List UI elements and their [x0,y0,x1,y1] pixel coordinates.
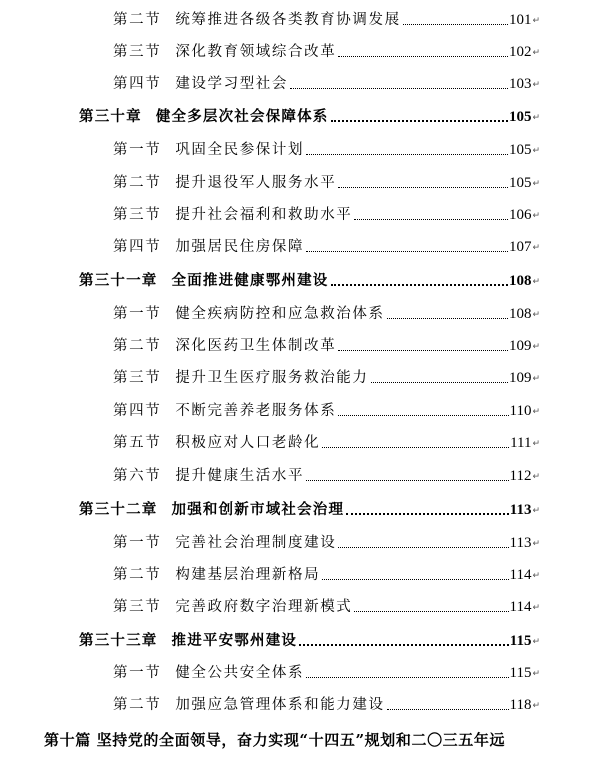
dot-leader [387,709,509,710]
dot-leader [354,219,508,220]
paragraph-mark-icon: ↵ [532,310,540,320]
toc-entry-title: 全面推进健康鄂州建设 [171,272,329,289]
toc-entry-label [113,532,336,554]
toc-entry-title: 提升健康生活水平 [175,468,305,484]
paragraph-mark-icon: ↵ [532,243,540,253]
toc-entry-label [113,400,336,422]
toc-page-number: 109 [508,338,532,354]
paragraph-mark-icon: ↵ [532,701,540,711]
toc-page-number: 112 [509,468,532,484]
toc-entry[interactable] [113,73,540,95]
paragraph-mark-icon: ↵ [532,539,540,549]
toc-entry-number: 第一节 [113,306,162,322]
toc-entry-number: 第二节 [113,175,162,191]
paragraph-mark-icon: ↵ [532,472,540,482]
toc-page-number: 113 [509,535,532,551]
toc-page-number: 115 [509,665,532,681]
toc-entry-label [113,41,336,63]
toc-entry-label [79,106,329,128]
toc-entry-number: 第二节 [113,338,162,354]
toc-entry[interactable] [113,335,540,357]
toc-entry-label [113,236,304,258]
paragraph-mark-icon: ↵ [532,407,540,417]
toc-entry[interactable] [113,9,540,31]
toc-chapter-entry[interactable] [79,106,540,128]
toc-entry-label [113,465,304,487]
toc-chapter-entry[interactable] [79,270,540,292]
toc-page-number: 108 [508,306,532,322]
paragraph-mark-icon: ↵ [532,603,540,613]
toc-part-heading[interactable]: 第十篇 坚持党的全面领导，奋力实现“十四五”规划和二〇三五年远 [44,731,506,749]
toc-entry[interactable] [113,662,540,684]
toc-entry-title: 构建基层治理新格局 [175,567,321,583]
dot-leader [306,480,508,481]
dot-leader [331,120,508,122]
toc-entry-label [113,694,385,716]
toc-page-number: 102 [508,44,532,60]
dot-leader [306,154,508,155]
toc-entry-title: 加强应急管理体系和能力建设 [175,697,385,713]
paragraph-mark-icon: ↵ [532,16,540,26]
toc-entry-number: 第二节 [113,12,162,28]
toc-page-number: 105 [508,142,532,158]
paragraph-mark-icon: ↵ [532,506,540,516]
toc-entry-number: 第三节 [113,44,162,60]
toc-chapter-entry[interactable] [79,499,540,521]
toc-entry[interactable] [113,465,540,487]
paragraph-mark-icon: ↵ [532,439,540,449]
toc-entry-title: 健全多层次社会保障体系 [155,108,329,125]
dot-leader [371,382,508,383]
paragraph-mark-icon: ↵ [532,669,540,679]
toc-entry-title: 加强和创新市域社会治理 [171,501,345,518]
toc-entry-number: 第二节 [113,697,162,713]
toc-entry-label [113,139,304,161]
toc-page-number: 111 [510,435,532,451]
toc-entry-title: 推进平安鄂州建设 [171,632,298,649]
dot-leader [387,318,508,319]
dot-leader [322,579,508,580]
toc-page-number: 115 [509,633,532,649]
toc-entry-label [113,432,320,454]
toc-entry-number: 第三十三章 [79,632,158,649]
toc-entry-title: 积极应对人口老龄化 [175,435,321,451]
dot-leader [338,56,508,57]
toc-page-number: 105 [508,175,532,191]
dot-leader [354,611,508,612]
paragraph-mark-icon: ↵ [532,637,540,647]
dot-leader [306,251,508,252]
dot-leader [338,350,508,351]
dot-leader [331,284,508,286]
toc-entry-label [113,662,304,684]
toc-entry-number: 第一节 [113,665,162,681]
toc-page-number: 103 [508,76,532,92]
toc-page-number: 107 [508,239,532,255]
paragraph-mark-icon: ↵ [532,113,540,123]
toc-entry-label [113,172,336,194]
toc-entry-title: 加强居民住房保障 [175,239,305,255]
toc-entry-label [113,335,336,357]
dot-leader [338,415,508,416]
toc-page-number: 114 [509,567,532,583]
dot-leader [338,187,508,188]
toc-entry-number: 第三十一章 [79,272,158,289]
paragraph-mark-icon: ↵ [532,277,540,287]
toc-entry-label [113,367,369,389]
toc-entry[interactable] [113,400,540,422]
paragraph-mark-icon: ↵ [532,211,540,221]
paragraph-mark-icon: ↵ [532,374,540,384]
toc-entry-title: 健全疾病防控和应急救治体系 [175,306,385,322]
toc-entry[interactable] [113,596,540,618]
dot-leader [299,644,509,646]
toc-page-number: 108 [508,273,532,289]
toc-entry[interactable] [113,564,540,586]
paragraph-mark-icon: ↵ [532,342,540,352]
toc-entry-number: 第四节 [113,403,162,419]
toc-entry-label [79,270,329,292]
toc-entry-number: 第三节 [113,207,162,223]
toc-page-number: 101 [508,12,532,28]
toc-page-number: 118 [509,697,532,713]
paragraph-mark-icon: ↵ [532,146,540,156]
toc-entry[interactable] [113,532,540,554]
toc-entry-number: 第二节 [113,567,162,583]
toc-entry-label [113,73,288,95]
dot-leader [403,24,508,25]
toc-entry[interactable] [113,41,540,63]
toc-entry-title: 健全公共安全体系 [175,665,305,681]
toc-page-number: 114 [509,599,532,615]
toc-entry-label [113,564,320,586]
toc-entry-title: 深化医药卫生体制改革 [175,338,337,354]
paragraph-mark-icon: ↵ [532,179,540,189]
toc-page-number: 109 [508,370,532,386]
toc-entry-label [113,204,352,226]
toc-entry-label [113,9,401,31]
toc-page-number: 110 [509,403,532,419]
dot-leader [338,547,508,548]
paragraph-mark-icon: ↵ [532,48,540,58]
toc-entry[interactable] [113,694,540,716]
toc-entry[interactable] [113,172,540,194]
toc-entry-label [79,499,344,521]
toc-entry-label [113,303,385,325]
toc-entry[interactable] [113,204,540,226]
toc-entry-number: 第四节 [113,239,162,255]
toc-entry-number: 第一节 [113,535,162,551]
toc-entry[interactable] [113,432,540,454]
toc-entry-number: 第四节 [113,76,162,92]
toc-entry[interactable] [113,303,540,325]
dot-leader [306,677,508,678]
toc-entry-label [113,596,352,618]
toc-entry-title: 深化教育领域综合改革 [175,44,337,60]
toc-entry-number: 第三节 [113,599,162,615]
toc-page-number: 105 [508,109,532,125]
toc-entry-number: 第一节 [113,142,162,158]
toc-entry-number: 第三节 [113,370,162,386]
toc-entry-label [79,630,297,652]
toc-entry-title: 提升社会福利和救助水平 [175,207,353,223]
toc-entry-title: 建设学习型社会 [175,76,289,92]
toc-page-number: 106 [508,207,532,223]
toc-entry-title: 不断完善养老服务体系 [175,403,337,419]
paragraph-mark-icon: ↵ [532,80,540,90]
toc-entry[interactable] [113,367,540,389]
toc-entry-number: 第六节 [113,468,162,484]
toc-entry-title: 提升退役军人服务水平 [175,175,337,191]
paragraph-mark-icon: ↵ [532,571,540,581]
toc-entry-title: 完善政府数字治理新模式 [175,599,353,615]
dot-leader [290,88,508,89]
toc-entry[interactable] [113,236,540,258]
toc-entry[interactable] [113,139,540,161]
toc-entry-number: 第五节 [113,435,162,451]
toc-entry-title: 提升卫生医疗服务救治能力 [175,370,369,386]
toc-entry-title: 统筹推进各级各类教育协调发展 [175,12,401,28]
toc-page-number: 113 [509,502,532,518]
dot-leader [346,513,509,515]
toc-entry-title: 巩固全民参保计划 [175,142,305,158]
toc-entry-number: 第三十章 [79,108,142,125]
toc-entry-number: 第三十二章 [79,501,158,518]
toc-chapter-entry[interactable] [79,630,540,652]
toc-entry-title: 完善社会治理制度建设 [175,535,337,551]
dot-leader [322,447,509,448]
